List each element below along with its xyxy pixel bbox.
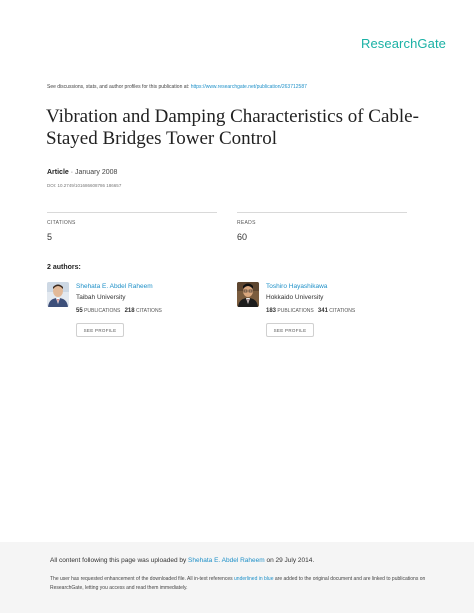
authors-heading: 2 authors: xyxy=(47,264,81,271)
uploader-link[interactable]: Shehata E. Abdel Raheem xyxy=(188,557,265,564)
publications-count: 183 xyxy=(266,308,277,314)
citations-value: 5 xyxy=(47,232,53,242)
publication-link[interactable]: https://www.researchgate.net/publication/263712587 xyxy=(190,84,307,90)
author-card xyxy=(47,282,217,342)
publications-count: 55 xyxy=(76,308,83,314)
author-name[interactable]: Toshiro Hayashikawa xyxy=(266,283,328,290)
author-counts xyxy=(76,308,162,314)
citations-stat xyxy=(47,212,217,242)
article-meta xyxy=(47,169,117,176)
avatar-1-icon xyxy=(47,282,69,307)
paper-title: Vibration and Damping Characteristics of Cable-Stayed Bridges Tower Control xyxy=(46,106,419,149)
author-card xyxy=(237,282,407,342)
article-date: · January 2008 xyxy=(68,169,118,176)
citations-label: CITATIONS xyxy=(47,220,76,226)
reads-label: READS xyxy=(237,220,256,226)
reads-value: 60 xyxy=(237,232,248,242)
researchgate-logo[interactable]: ResearchGate xyxy=(360,36,446,51)
note-link[interactable]: underlined in blue xyxy=(234,576,274,582)
avatar-2-icon xyxy=(237,282,259,307)
doi: DOI: 10.2749/101686608786 186657 xyxy=(47,183,122,188)
upload-prefix: All content following this page was uploaded by xyxy=(50,557,189,564)
author-photo-2[interactable] xyxy=(237,282,259,307)
citations-count: 341 xyxy=(317,308,328,314)
see-profile-button[interactable]: SEE PROFILE xyxy=(266,323,314,337)
footer xyxy=(0,542,474,613)
author-institution: Hokkaido University xyxy=(266,294,324,301)
citations-label: CITATIONS xyxy=(329,308,356,314)
author-name[interactable]: Shehata E. Abdel Raheem xyxy=(76,283,153,290)
upload-suffix: on 29 July 2014. xyxy=(264,557,315,564)
author-institution: Taibah University xyxy=(76,294,126,301)
enhancement-note xyxy=(50,575,440,593)
see-profile-button[interactable]: SEE PROFILE xyxy=(76,323,124,337)
discussion-text: See discussions, stats, and author profiles for this publication at: xyxy=(47,84,191,90)
upload-line xyxy=(50,557,314,564)
publications-label: PUBLICATIONS xyxy=(84,308,121,314)
author-counts xyxy=(266,308,355,314)
publications-label: PUBLICATIONS xyxy=(277,308,314,314)
discussion-line xyxy=(47,84,307,90)
author-photo-1[interactable] xyxy=(47,282,69,307)
article-type: Article xyxy=(47,169,69,176)
reads-stat xyxy=(237,212,407,242)
citations-count: 218 xyxy=(124,308,135,314)
citations-label: CITATIONS xyxy=(135,308,162,314)
note-part-2: are added to the original document and are linked to publications on ResearchGate, letting you access and read them immediately. xyxy=(50,576,426,591)
note-part-1: The user has requested enhancement of the downloaded file. All in-text references xyxy=(50,576,235,582)
